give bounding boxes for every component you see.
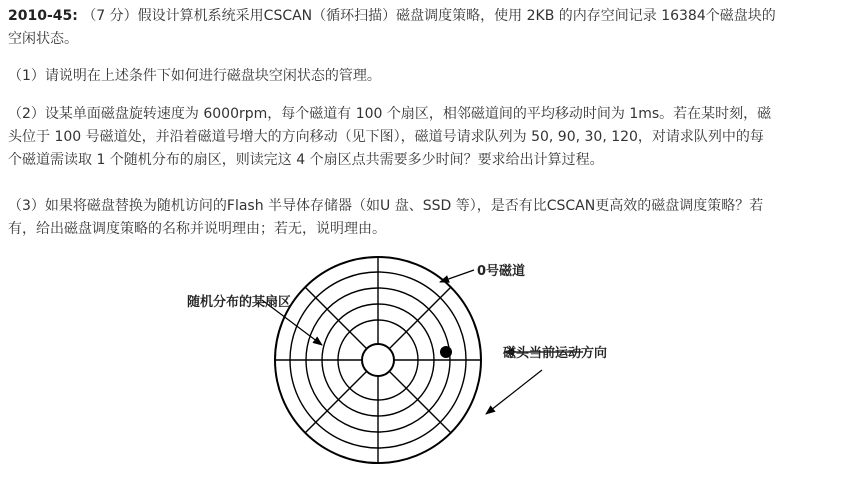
- subquestion-2-line-2: 头位于 100 号磁道处，并沿着磁道号增大的方向移动（见下图），磁道号请求队列为 50, 90, 30, 120，对请求队列中的每: [8, 129, 764, 145]
- subquestion-1-line-1: （1）请说明在上述条件下如何进行磁盘块空闲状态的管理。: [8, 68, 381, 84]
- question-intro-line-2: 空闲状态。: [8, 31, 78, 47]
- subquestion-3-line-1: （3）如果将磁盘替换为随机访问的Flash 半导体存储器（如U 盘、SSD 等），是否有比CSCAN更高效的磁盘调度策略？若: [8, 198, 764, 214]
- subquestion-3-line-2: 有，给出磁盘调度策略的名称并说明理由；若无，说明理由。: [8, 221, 386, 237]
- label-random-sector: 随机分布的某扇区: [187, 295, 292, 310]
- disk-head-dot: [440, 346, 452, 358]
- head-position-arrow: [486, 370, 542, 414]
- sector-dividers: [275, 257, 481, 463]
- question-id: 2010-45:: [8, 8, 78, 24]
- subquestion-2-line-3: 个磁道需读取 1 个随机分布的扇区，则读完这 4 个扇区点共需要多少时间？要求给出计算过程。: [8, 152, 604, 168]
- track0-pointer-arrow: [440, 270, 474, 282]
- subquestion-2-line-1: （2）设某单面磁盘旋转速度为 6000rpm，每个磁道有 100 个扇区，相邻磁道间的平均移动时间为 1ms。若在某时刻，磁: [8, 106, 772, 122]
- label-head-direction: 磁头当前运动方向: [503, 346, 608, 361]
- label-track-0: 0号磁道: [477, 264, 526, 279]
- question-intro-line-1: （7 分）假设计算机系统采用CSCAN（循环扫描）磁盘调度策略，使用 2KB 的内存空间记录 16384个磁盘块的: [82, 8, 776, 24]
